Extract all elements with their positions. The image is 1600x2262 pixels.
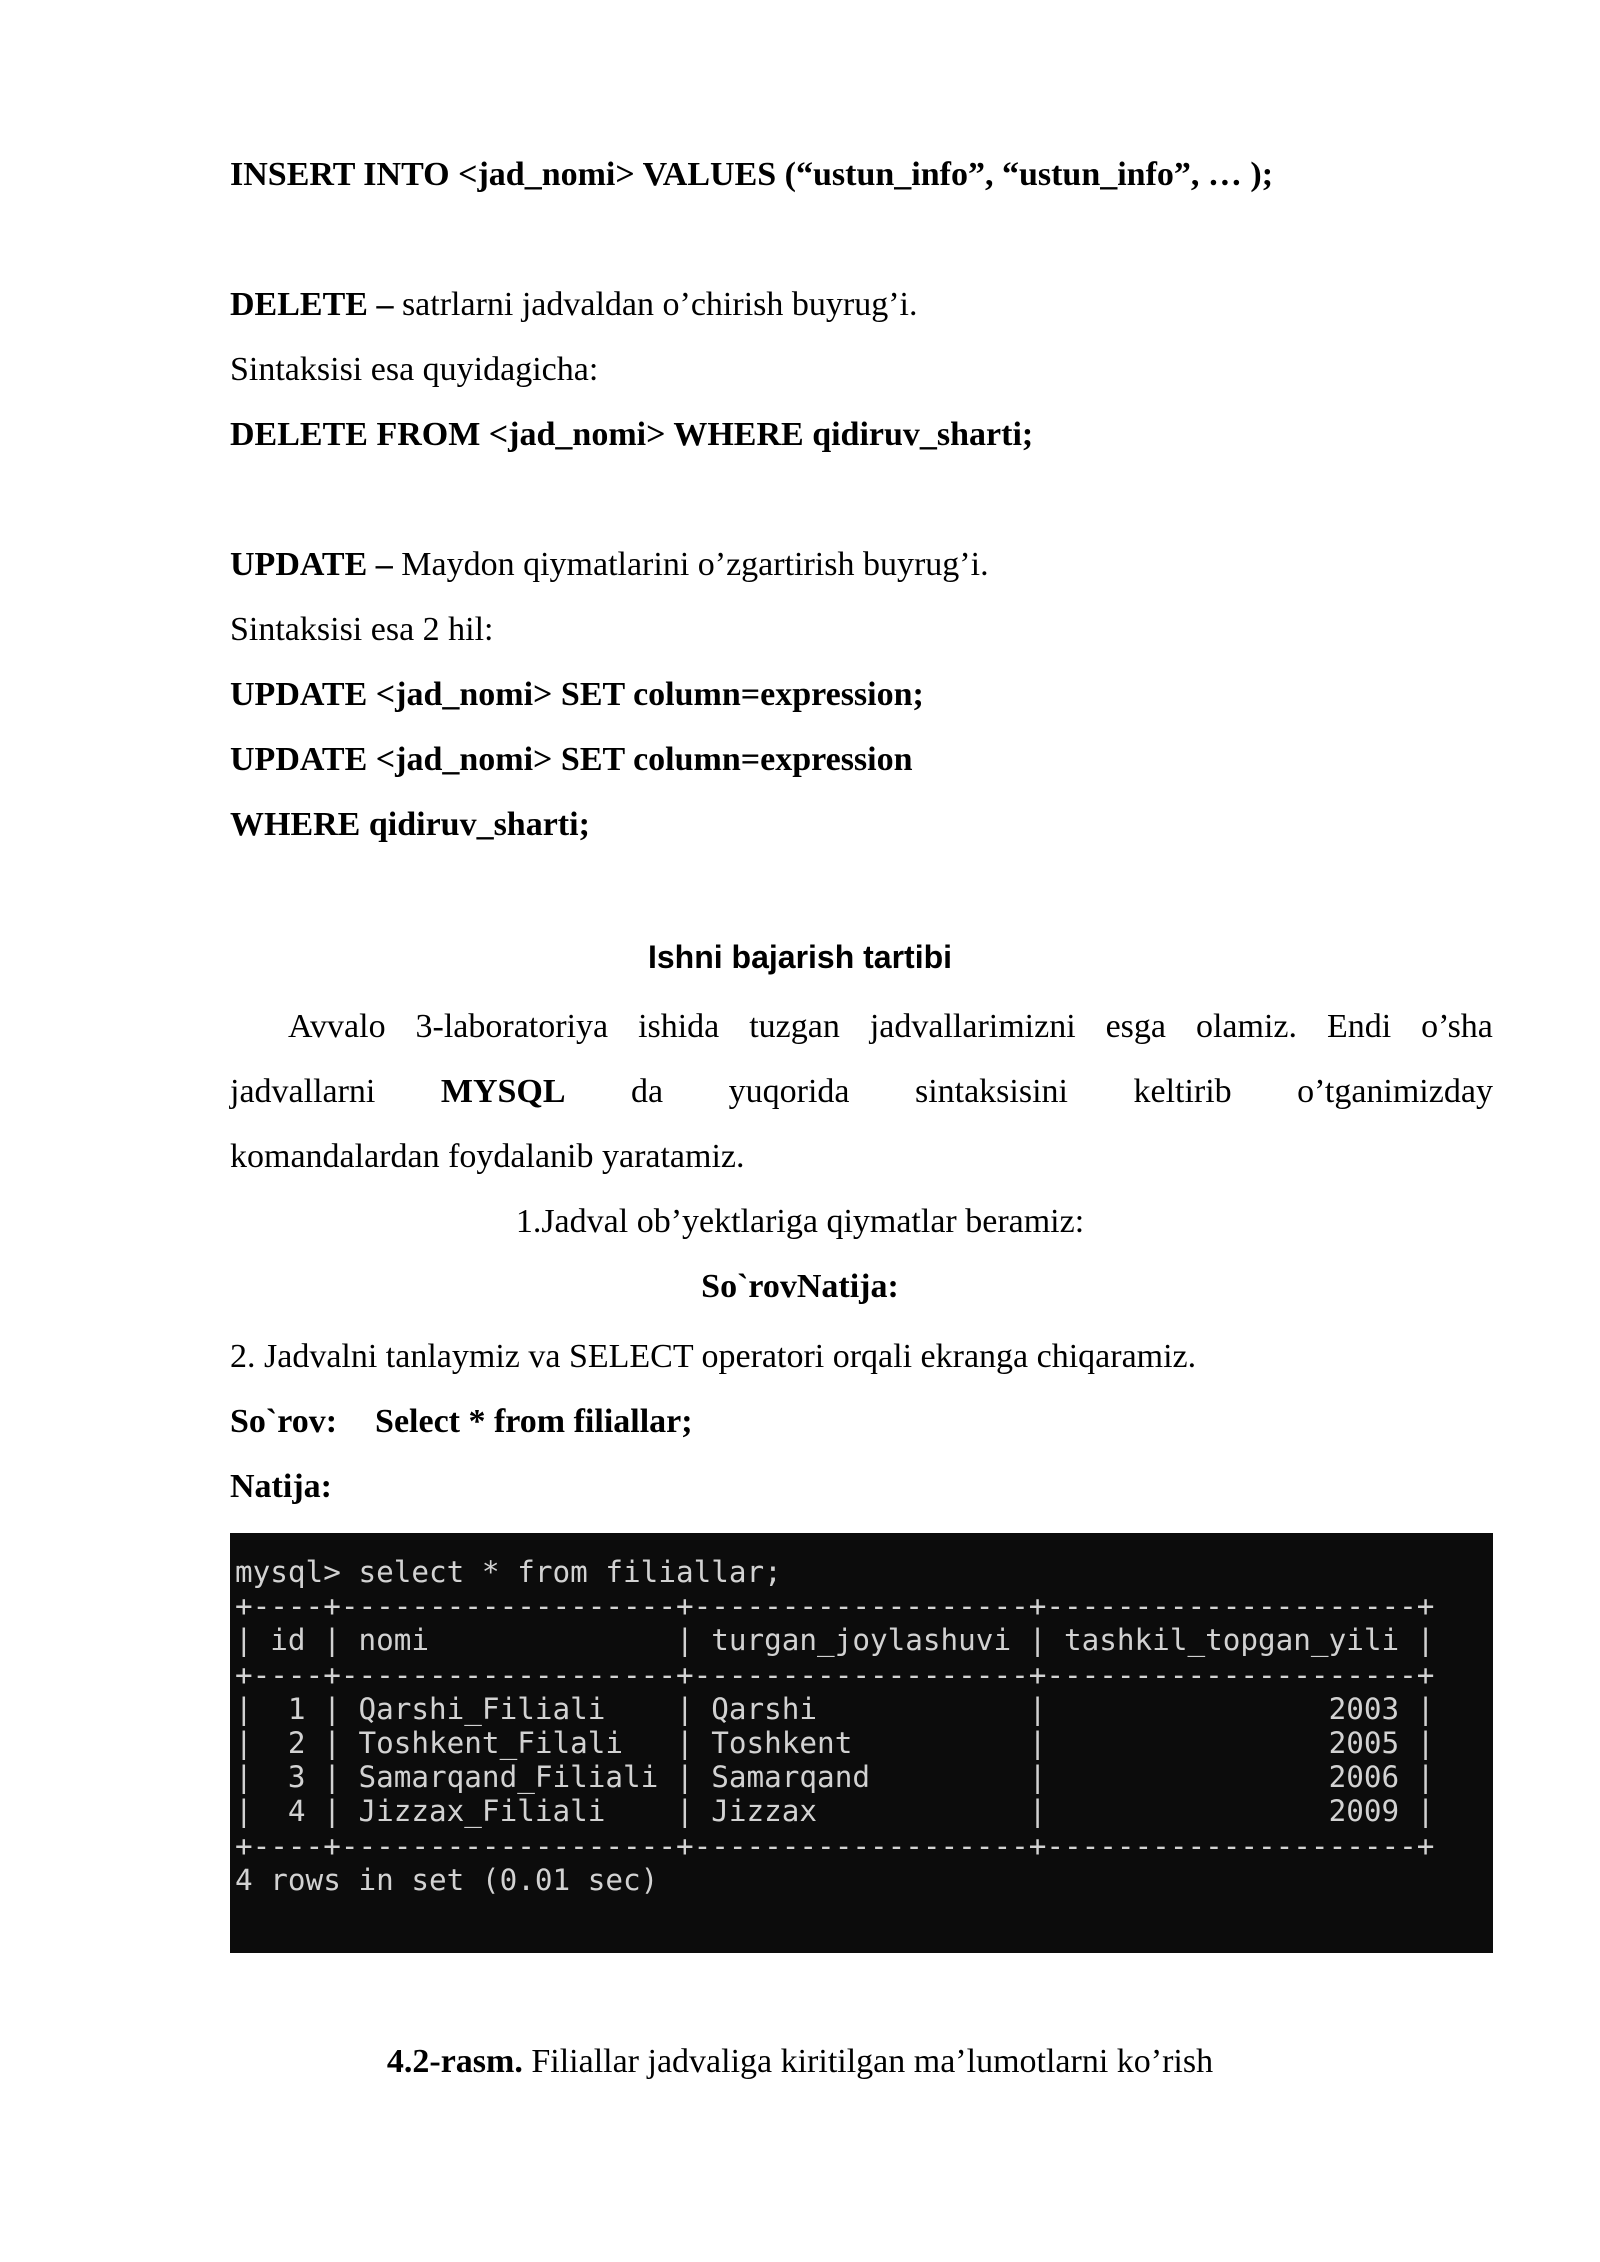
section-heading: Ishni bajarish tartibi [647,939,953,975]
paragraph-word: da [631,1073,664,1110]
paragraph-word: yuqorida [728,1073,850,1110]
update-syntax-2-line2: WHERE qidiruv_sharti; [230,806,590,843]
update-description: Maydon qiymatlarini o’zgartirish buyrug’i. [392,546,989,583]
paragraph-word: Avvalo [288,1008,386,1045]
update-keyword: UPDATE – [230,546,393,583]
caption-label: 4.2-rasm. [386,2043,523,2080]
delete-syntax: DELETE FROM <jad_nomi> WHERE qidiruv_sharti; [230,416,1034,453]
paragraph-word: keltirib [1133,1073,1232,1110]
paragraph-word: tuzgan [749,1008,840,1045]
delete-syntax-intro: Sintaksisi esa quyidagicha: [230,351,599,388]
paragraph-word: o’sha [1421,1008,1493,1045]
terminal-output: mysql> select * from filiallar; +----+-------------------+-------------------+---------------------+ | id | nomi | turgan_joylashuvi | tashkil_topgan_yili | +----+-------------------+-------------------+---------------------+ | 1 | Qarshi_Filiali | Qarshi | 2003 | | 2 | Toshkent_Filali | Toshkent | 2005 | | 3 | Samarqand_Filiali | Samarqand | 2006 | | 4 | Jizzax_Filiali | Jizzax | 2009 | +----+-------------------+-------------------+---------------------+ 4 rows in set (0.01 sec) [235,1555,1435,1897]
paragraph-word: jadvallarimizni [869,1008,1076,1045]
query-line [230,1400,693,1444]
update-syntax-1: UPDATE <jad_nomi> SET column=expression; [230,676,924,713]
paragraph-line-3: komandalardan foydalanib yaratamiz. [230,1138,745,1175]
step-1: 1.Jadval ob’yektlariga qiymatlar beramiz: [515,1203,1085,1240]
terminal-screenshot [230,1533,1493,1953]
paragraph-word: o’tganimizday [1297,1073,1493,1110]
update-definition [230,543,989,587]
update-syntax-2-line1: UPDATE <jad_nomi> SET column=expression [230,741,913,778]
paragraph-word: ishida [638,1008,720,1045]
paragraph-word: jadvallarni [230,1073,376,1110]
delete-description: satrlarni jadvaldan o’chirish buyrug’i. [393,286,918,323]
step-1-result: So`rovNatija: [701,1268,899,1305]
caption-text: Filiallar jadvaliga kiritilgan ma’lumotlarni ko’rish [522,2043,1214,2080]
mysql-keyword: MYSQL [440,1073,566,1110]
delete-keyword: DELETE – [230,286,394,323]
delete-definition [230,283,917,327]
insert-syntax: INSERT INTO <jad_nomi> VALUES (“ustun_info”, “ustun_info”, … ); [230,156,1274,193]
query-text: Select * from filiallar; [375,1403,693,1440]
paragraph-line-2 [230,1070,1493,1114]
paragraph-word: sintaksisini [914,1073,1068,1110]
paragraph-line-1 [230,1005,1493,1049]
paragraph-word: esga [1105,1008,1167,1045]
update-syntax-intro: Sintaksisi esa 2 hil: [230,611,494,648]
paragraph-word: 3-laboratoriya [415,1008,609,1045]
paragraph-word: Endi [1326,1008,1392,1045]
paragraph-word: olamiz. [1195,1008,1297,1045]
result-label: Natija: [230,1468,332,1505]
step-2: 2. Jadvalni tanlaymiz va SELECT operatori orqali ekranga chiqaramiz. [230,1338,1197,1375]
figure-caption [0,2040,1600,2084]
query-label: So`rov: [230,1403,338,1440]
